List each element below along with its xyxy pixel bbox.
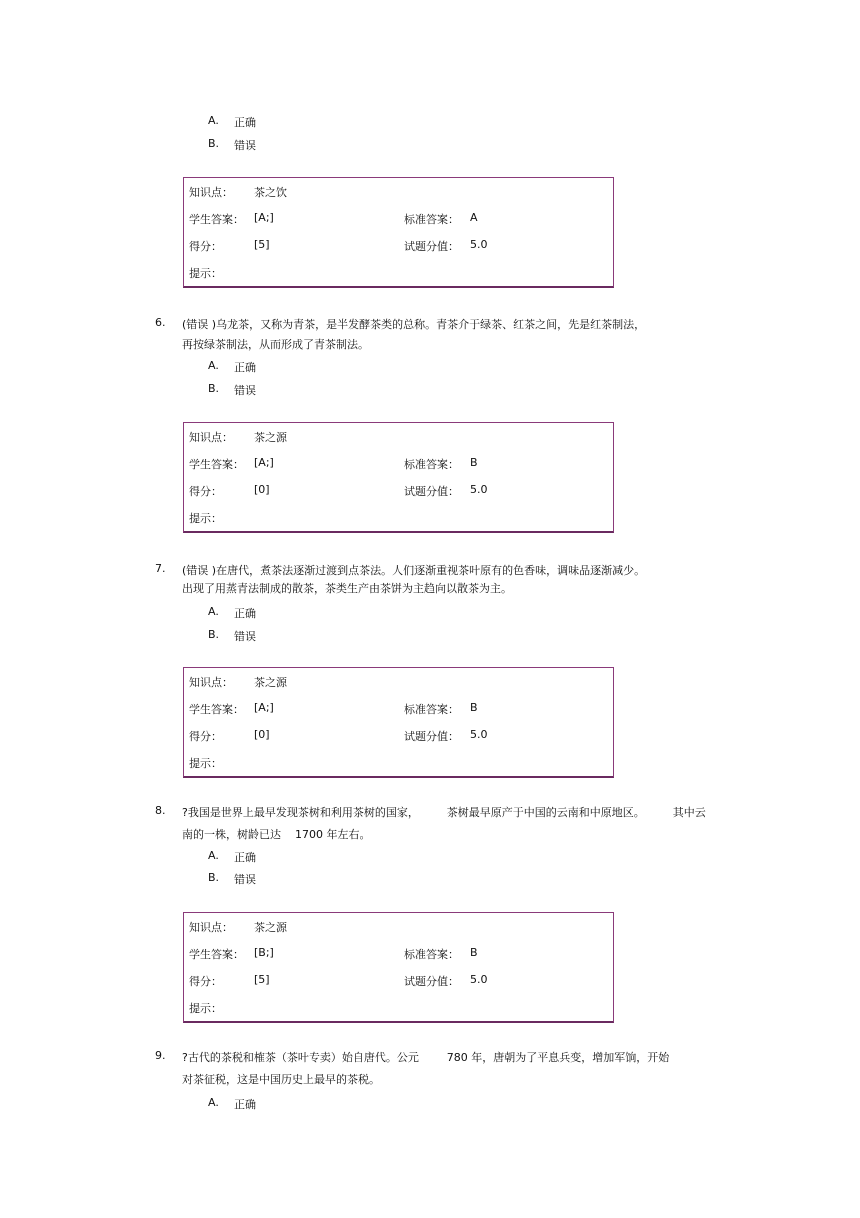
question-value: 5.0 <box>470 728 488 741</box>
student-answer-value: [A;] <box>254 456 274 469</box>
answer-info-box <box>183 177 614 288</box>
question-number: 6. <box>155 316 166 329</box>
standard-answer-label: 标准答案： <box>404 948 459 961</box>
score-label: 得分： <box>189 975 222 988</box>
option-text: 正确 <box>234 116 256 129</box>
answer-info-box <box>183 422 614 533</box>
option-text: 错误 <box>234 873 256 886</box>
knowledge-value: 茶之源 <box>254 431 287 444</box>
standard-answer-value: B <box>470 701 478 714</box>
score-value: [5] <box>254 238 270 251</box>
question-value-label: 试题分值： <box>404 975 459 988</box>
option-letter: B. <box>208 382 220 395</box>
question-text-line: 对茶征税，这是中国历史上最早的茶税。 <box>182 1073 380 1086</box>
score-label: 得分： <box>189 240 222 253</box>
option-letter: A. <box>208 605 219 618</box>
hint-label: 提示： <box>189 267 222 280</box>
student-answer-label: 学生答案： <box>189 703 244 716</box>
question-text-line: (错误 )在唐代，煮茶法逐渐过渡到点茶法。人们逐渐重视茶叶原有的色香味，调味品逐渐减少。 <box>182 564 646 577</box>
student-answer-label: 学生答案： <box>189 458 244 471</box>
question-text-line: 再按绿茶制法，从而形成了青茶制法。 <box>182 338 369 351</box>
hint-label: 提示： <box>189 512 222 525</box>
knowledge-value: 茶之饮 <box>254 186 287 199</box>
standard-answer-label: 标准答案： <box>404 213 459 226</box>
option-text: 错误 <box>234 630 256 643</box>
question-value: 5.0 <box>470 238 488 251</box>
question-text-line: 南的一株，树龄已达 1700 年左右。 <box>182 828 371 841</box>
question-number: 7. <box>155 562 166 575</box>
option-text: 错误 <box>234 139 256 152</box>
question-text-line: 出现了用蒸青法制成的散茶，茶类生产由茶饼为主趋向以散茶为主。 <box>182 582 512 595</box>
answer-info-box <box>183 667 614 778</box>
standard-answer-value: A <box>470 211 478 224</box>
score-value: [0] <box>254 483 270 496</box>
option-letter: A. <box>208 1096 219 1109</box>
hint-label: 提示： <box>189 757 222 770</box>
option-letter: A. <box>208 114 219 127</box>
knowledge-value: 茶之源 <box>254 676 287 689</box>
score-label: 得分： <box>189 485 222 498</box>
standard-answer-label: 标准答案： <box>404 458 459 471</box>
option-text: 正确 <box>234 607 256 620</box>
question-text-line: ?古代的茶税和榷茶（茶叶专卖）始自唐代。公元 780 年，唐朝为了平息兵变，增加军饷，开始 <box>182 1051 670 1064</box>
hint-label: 提示： <box>189 1002 222 1015</box>
knowledge-label: 知识点： <box>189 431 233 444</box>
knowledge-value: 茶之源 <box>254 921 287 934</box>
question-value: 5.0 <box>470 483 488 496</box>
question-number: 8. <box>155 804 166 817</box>
option-text: 错误 <box>234 384 256 397</box>
option-text: 正确 <box>234 1098 256 1111</box>
option-letter: B. <box>208 137 220 150</box>
score-value: [5] <box>254 973 270 986</box>
question-value-label: 试题分值： <box>404 240 459 253</box>
knowledge-label: 知识点： <box>189 921 233 934</box>
score-label: 得分： <box>189 730 222 743</box>
question-value-label: 试题分值： <box>404 485 459 498</box>
option-letter: A. <box>208 849 219 862</box>
student-answer-value: [A;] <box>254 701 274 714</box>
question-value: 5.0 <box>470 973 488 986</box>
standard-answer-label: 标准答案： <box>404 703 459 716</box>
student-answer-label: 学生答案： <box>189 213 244 226</box>
standard-answer-value: B <box>470 946 478 959</box>
score-value: [0] <box>254 728 270 741</box>
standard-answer-value: B <box>470 456 478 469</box>
option-letter: B. <box>208 871 220 884</box>
option-text: 正确 <box>234 361 256 374</box>
option-letter: B. <box>208 628 220 641</box>
option-letter: A. <box>208 359 219 372</box>
knowledge-label: 知识点： <box>189 676 233 689</box>
student-answer-value: [B;] <box>254 946 274 959</box>
question-value-label: 试题分值： <box>404 730 459 743</box>
student-answer-value: [A;] <box>254 211 274 224</box>
question-number: 9. <box>155 1049 166 1062</box>
student-answer-label: 学生答案： <box>189 948 244 961</box>
answer-info-box <box>183 912 614 1023</box>
question-text-line: (错误 )乌龙茶，又称为青茶，是半发酵茶类的总称。青茶介于绿茶、红茶之间，先是红茶制法， <box>182 318 646 331</box>
question-text-line: ?我国是世界上最早发现茶树和利用茶树的国家， 茶树最早原产于中国的云南和中原地区。 其中云 <box>182 806 706 819</box>
option-text: 正确 <box>234 851 256 864</box>
knowledge-label: 知识点： <box>189 186 233 199</box>
